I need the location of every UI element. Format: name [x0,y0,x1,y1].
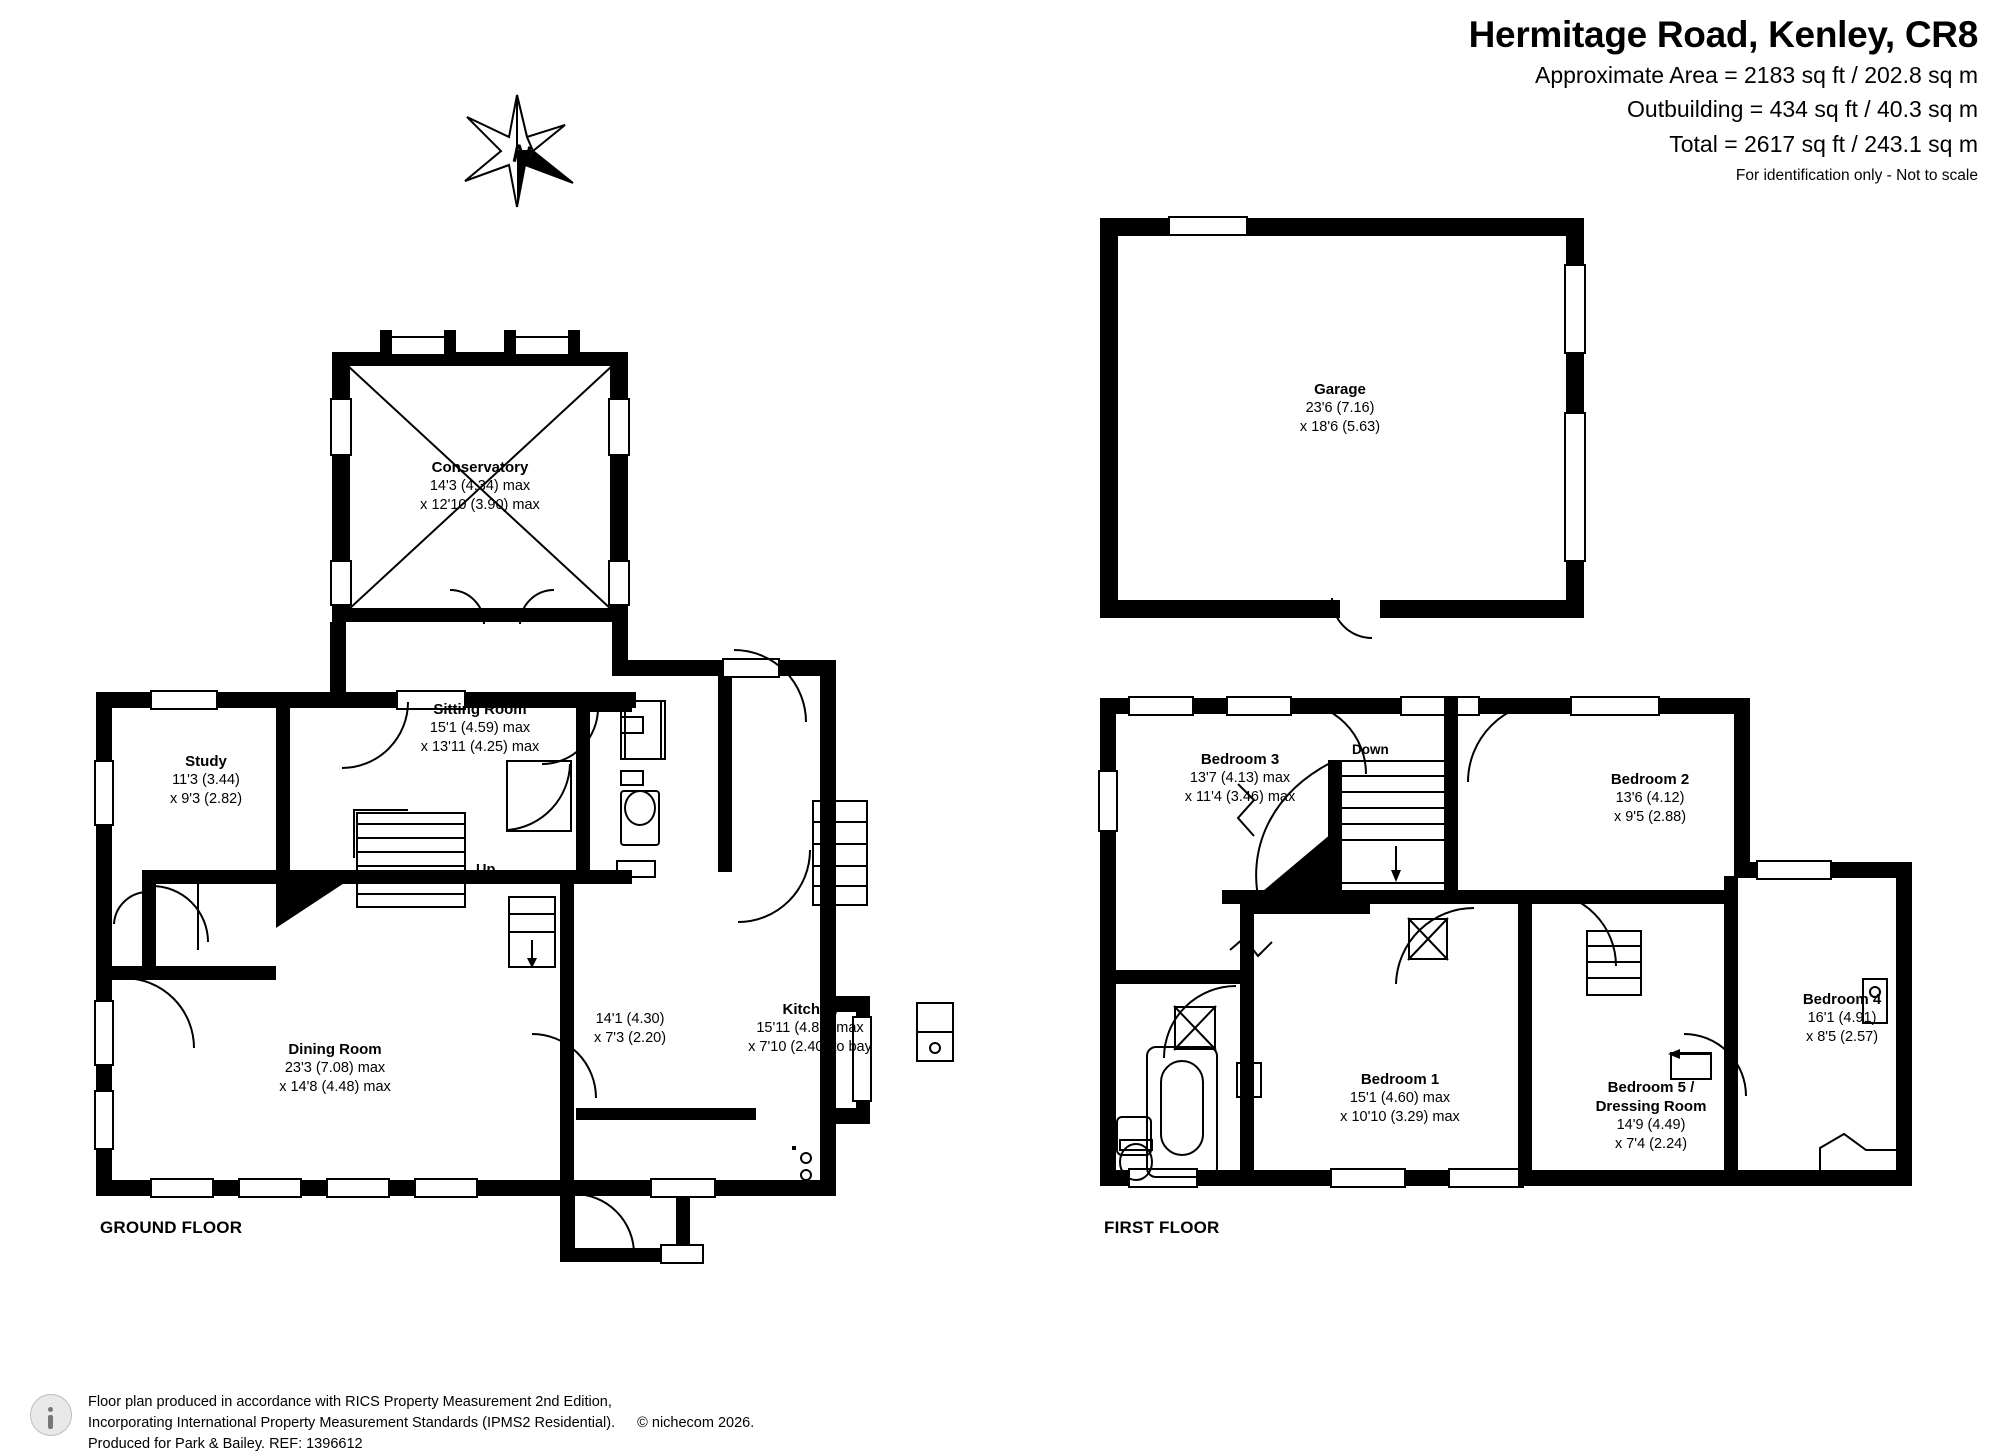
svg-text:N: N [509,137,535,171]
window-bed4-top [1756,860,1832,880]
partition-zigzag-1 [1228,930,1288,970]
room-label-dining: Dining Room 23'3 (7.08) max x 14'8 (4.48) max [279,1041,391,1095]
first-floor-label: FIRST FLOOR [1104,1218,1220,1237]
room-label-conservatory: Conservatory 14'3 (4.34) max x 12'10 (3.90) max [420,459,540,513]
identification-note: For identification only - Not to scale [1735,166,1978,184]
compass-rose [455,95,585,210]
conservatory-bay-pier-3 [504,330,516,358]
ground-wall-a [330,622,346,702]
window-bed3-top-2 [1226,696,1292,716]
footer-line-3: Produced for Park & Bailey. REF: 1396612 [88,1436,363,1453]
door-conservatory [448,588,578,628]
kitchen-hob-rings [792,1146,842,1186]
wc-counter [616,860,656,878]
door-garage [1328,596,1398,646]
window-conservatory-left [330,398,352,456]
window-study-top [150,690,218,710]
cupboard-1-cross [1408,918,1448,960]
cupboard-2-cross [1174,1006,1216,1050]
bed4-recess [1818,1130,1908,1176]
conservatory-bay-left [388,336,448,356]
rics-icon [30,1394,72,1436]
garage-wall-left [1100,218,1118,618]
stairs-up-label: Up [476,862,496,878]
bath-shelf [1236,1062,1262,1098]
first-internal-wall-2 [1100,970,1254,984]
hall-line [186,874,210,954]
stairs-ground-winder [352,800,482,912]
kitchen-bay-wall [576,1108,756,1120]
room-label-kitchen: Kitchen 15'11 (4.85) max x 7'10 (2.40) to bay [748,1001,872,1055]
header [1469,14,1978,185]
area-line-1: Approximate Area = 2183 sq ft / 202.8 sq m [1534,61,1978,88]
window-bed3-left [1098,770,1118,832]
conservatory-bay-pier-1 [380,330,392,358]
door-porch [572,1190,692,1260]
footer-line-2: Incorporating International Property Measurement Standards (IPMS2 Residential). [88,1415,616,1432]
window-dining-bottom-3 [326,1178,390,1198]
ground-floor-label: GROUND FLOOR [100,1218,243,1237]
conservatory-bay-pier-4 [568,330,580,358]
room-label-bed4: Bedroom 4 16'1 (4.91) x 8'5 (2.57) [1802,991,1882,1045]
garage-wall-bottom-right [1380,600,1584,618]
area-line-3: Total = 2617 sq ft / 243.1 sq m [1669,130,1978,157]
room-label-bed2: Bedroom 2 13'6 (4.12) x 9'5 (2.88) [1610,771,1690,825]
room-label-bed1: Bedroom 1 15'1 (4.60) max x 10'10 (3.29) max [1340,1071,1460,1125]
conservatory-bay-pier-2 [444,330,456,358]
stairs-down-label: Down [1352,742,1389,757]
shower-curve [506,760,572,832]
window-bed3-top [1128,696,1194,716]
door-kitchen [736,846,816,926]
window-dining-bottom-1 [150,1178,214,1198]
window-bed1-bottom-2 [1448,1168,1524,1188]
window-bed2-top [1570,696,1660,716]
window-garage-right-2 [1564,412,1586,562]
understairs-fill [276,870,366,930]
garage-wall-bottom-left [1100,600,1340,618]
door-porch-side [112,890,162,930]
room-label-bed5: Bedroom 5 / Dressing Room 14'9 (4.49) x 7'4 (2.24) [1595,1079,1707,1152]
room-label-garage: Garage 23'6 (7.16) x 18'6 (5.63) [1299,381,1381,435]
window-dining-left-2 [94,1090,114,1150]
window-dining-bottom-2 [238,1178,302,1198]
window-dining-left [94,1000,114,1066]
ground-internal-wall-4 [718,676,732,872]
room-label-study: Study 11'3 (3.44) x 9'3 (2.82) [169,753,243,807]
page-title: Hermitage Road, Kenley, CR8 [1468,14,1978,55]
room-label-sitting: Sitting Room 15'1 (4.59) max x 13'11 (4.25) max [420,701,540,755]
first-internal-wall-4 [1518,890,1532,1186]
window-garage-right-1 [1564,264,1586,354]
window-garage-top [1168,216,1248,236]
steps-dressing-treads [1586,930,1642,996]
footer-line-1: Floor plan produced in accordance with RICS Property Measurement 2nd Edition, [88,1394,612,1410]
window-conservatory-right [608,398,630,456]
kitchen-sink-detail [916,1002,954,1062]
stairs-ground-lower-arrow [508,896,556,968]
window-dining-bottom-4 [414,1178,478,1198]
door-entry [732,648,812,728]
footer-copyright: © nichecom 2026. [637,1415,755,1432]
window-conservatory-left-2 [330,560,352,606]
area-line-2: Outbuilding = 434 sq ft / 40.3 sq m [1627,96,1978,123]
storage-shelf-lines [812,800,868,906]
conservatory-wall-top [332,352,628,366]
window-conservatory-right-2 [608,560,630,606]
bath-inner [1160,1060,1204,1156]
ground-wall-left-upper [96,692,112,982]
ground-wall-right [820,660,836,1196]
toilet-wc [624,790,656,826]
window-bed1-bottom [1330,1168,1406,1188]
cistern-wc [620,770,644,786]
room-label-inner-hall: 14'1 (4.30) x 7'3 (2.20) [593,1011,667,1046]
toilet-bath [1114,1140,1160,1186]
room-label-bed3: Bedroom 3 13'7 (4.13) max x 11'4 (3.46) max [1184,751,1296,805]
conservatory-bay-right [512,336,572,356]
window-study-left [94,760,114,826]
